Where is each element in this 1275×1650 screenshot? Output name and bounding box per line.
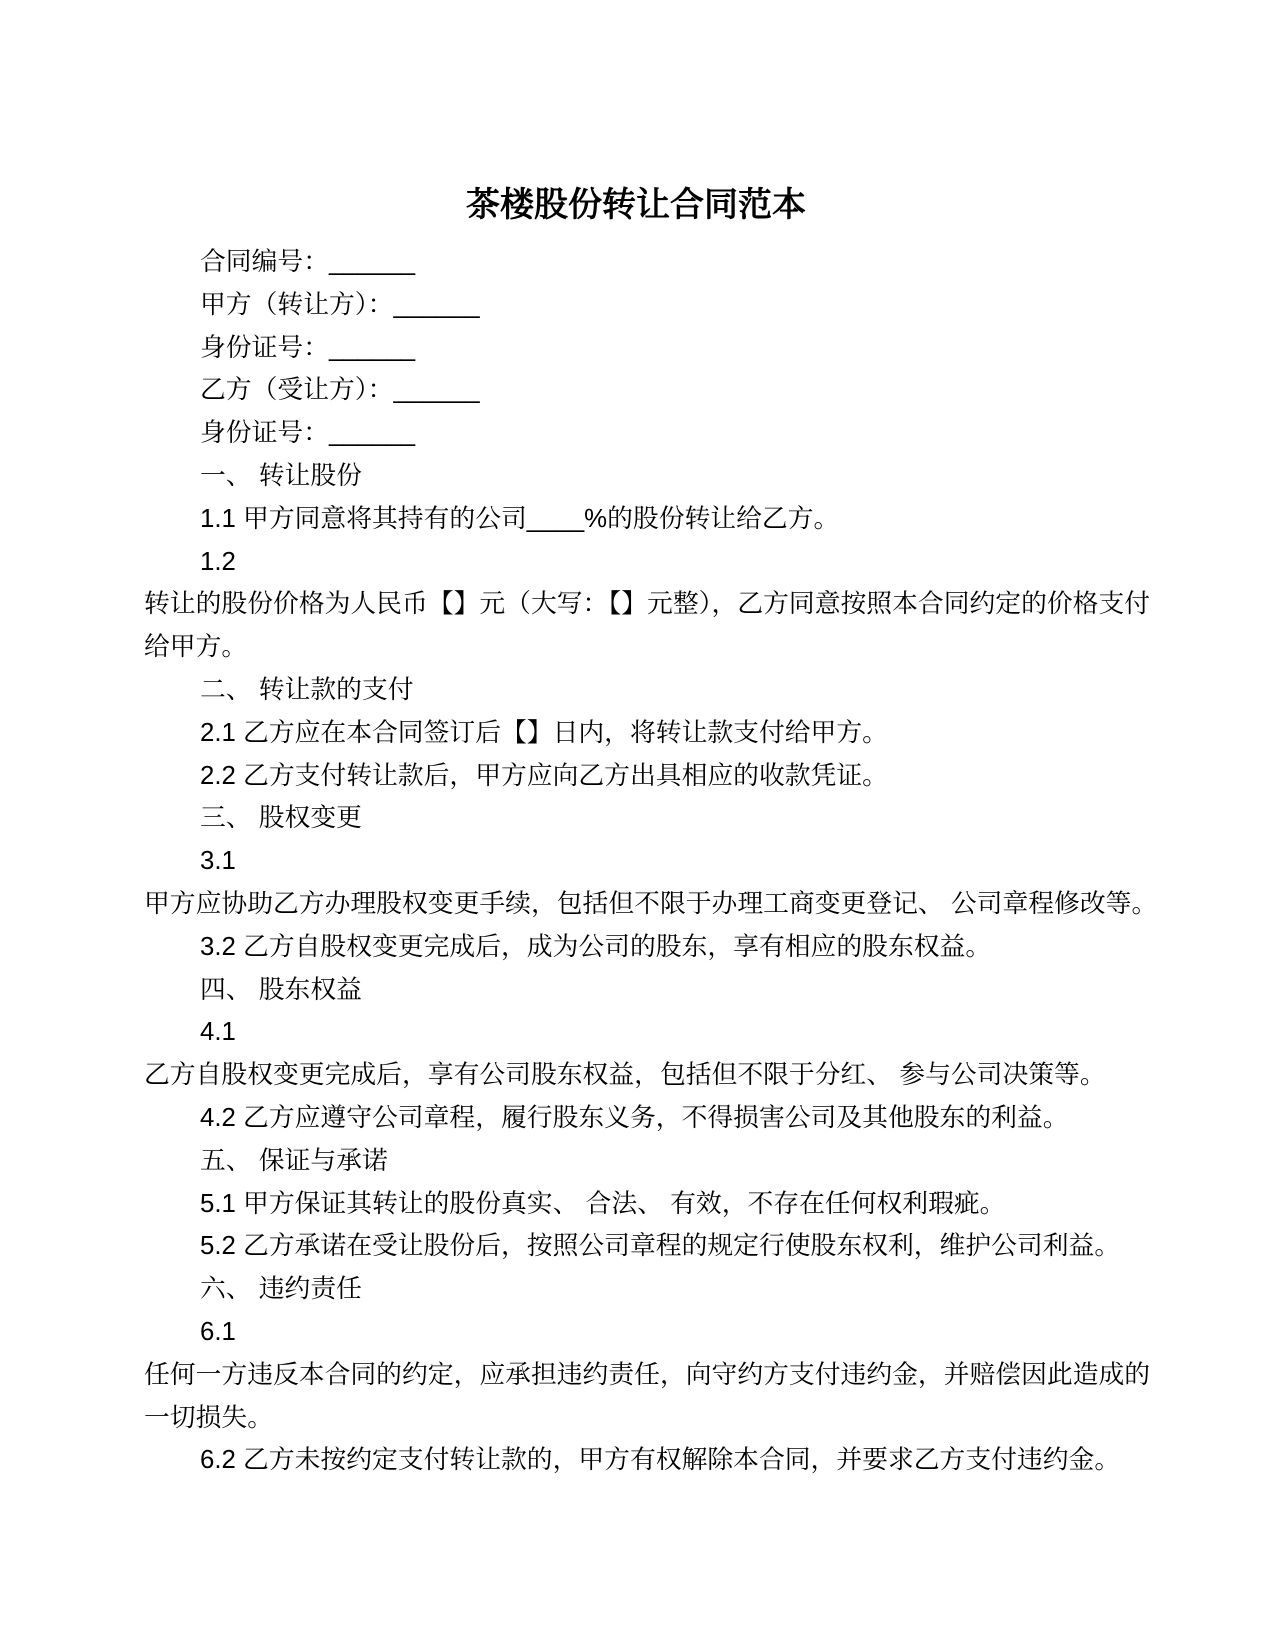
paragraph-line: 六、 违约责任 (200, 1275, 362, 1304)
paragraph-line: 1.2 (200, 547, 236, 576)
paragraph-line: 任何一方违反本合同的约定，应承担违约责任，向守约方支付违约金，并赔偿因此造成的一切损失。 (144, 1360, 1151, 1432)
paragraph-line: 3.2 乙方自股权变更完成后，成为公司的股东，享有相应的股东权益。 (200, 932, 992, 961)
document-body (144, 241, 1168, 1482)
paragraph-line: 5.2 乙方承诺在受让股份后，按照公司章程的规定行使股东权利，维护公司利益。 (200, 1232, 1121, 1261)
paragraph-line: 6.1 (200, 1317, 236, 1346)
contract-document (144, 184, 1168, 1482)
paragraph-line: 乙方（受让方）：______ (200, 376, 480, 405)
paragraph-line: 4.2 乙方应遵守公司章程，履行股东义务，不得损害公司及其他股东的利益。 (200, 1103, 1069, 1132)
document-title: 茶楼股份转让合同范本 (466, 186, 806, 224)
paragraph-line: 三、 股权变更 (200, 804, 362, 833)
paragraph-line: 2.1 乙方应在本合同签订后【】日内，将转让款支付给甲方。 (200, 718, 888, 747)
paragraph-line: 乙方自股权变更完成后，享有公司股东权益，包括但不限于分红、 参与公司决策等。 (144, 1061, 1106, 1090)
paragraph-line: 甲方（转让方）：______ (200, 290, 480, 319)
paragraph-line: 1.1 甲方同意将其持有的公司____%的股份转让给乙方。 (200, 504, 840, 533)
paragraph-line: 6.2 乙方未按约定支付转让款的，甲方有权解除本合同，并要求乙方支付违约金。 (200, 1446, 1121, 1475)
paragraph-line: 五、 保证与承诺 (200, 1146, 388, 1175)
paragraph-line: 转让的股份价格为人民币【】元（大写：【】元整），乙方同意按照本合同约定的价格支付给甲方。 (144, 590, 1151, 662)
paragraph-line: 合同编号：______ (200, 248, 416, 276)
paragraph-line: 4.1 (200, 1018, 236, 1047)
paragraph-line: 3.1 (200, 847, 236, 876)
paragraph-line: 甲方应协助乙方办理股权变更手续，包括但不限于办理工商变更登记、 公司章程修改等。 (144, 889, 1158, 918)
paragraph-line: 2.2 乙方支付转让款后，甲方应向乙方出具相应的收款凭证。 (200, 761, 888, 790)
paragraph-line: 5.1 甲方保证其转让的股份真实、 合法、 有效，不存在任何权利瑕疵。 (200, 1189, 1006, 1218)
paragraph-line: 二、 转让款的支付 (200, 675, 414, 704)
paragraph-line: 四、 股东权益 (200, 975, 362, 1004)
paragraph-line: 身份证号：______ (200, 419, 416, 448)
paragraph-line: 身份证号：______ (200, 333, 416, 362)
paragraph-line: 一、 转让股份 (200, 461, 362, 490)
